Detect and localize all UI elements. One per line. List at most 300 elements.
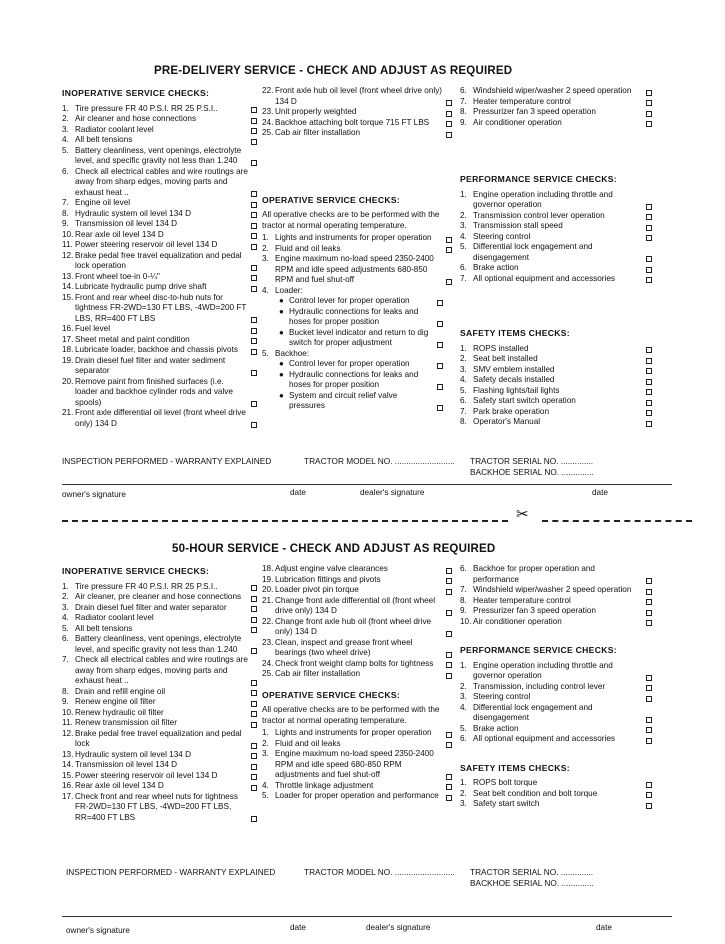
item-number: 4. xyxy=(460,702,467,712)
checkbox[interactable] xyxy=(251,244,257,250)
dashed-line xyxy=(542,520,692,522)
item-text: Drain and refill engine oil xyxy=(75,686,166,696)
item-number: 10. xyxy=(62,707,74,717)
checkbox[interactable] xyxy=(251,118,257,124)
item-number: 9. xyxy=(460,606,467,615)
checkbox[interactable] xyxy=(646,727,652,733)
item-text: Check front and rear wheel nuts for tightness FR-2WD=130 FT LBS, -4WD=200 FT LBS, RR=400 FT LBS xyxy=(75,791,238,822)
item-text: Radiator coolant level xyxy=(75,124,154,134)
list-item xyxy=(460,118,652,129)
item-number: 5. xyxy=(460,242,467,251)
checkbox[interactable] xyxy=(437,384,443,390)
list-item xyxy=(62,624,257,635)
item-number: 13. xyxy=(62,271,74,281)
item-text: Engine operation including throttle and governor operation xyxy=(473,660,613,680)
item-text: Seat belt condition and bolt torque xyxy=(473,788,598,798)
list-item xyxy=(460,661,652,682)
list-item xyxy=(460,703,652,724)
list-item xyxy=(62,345,257,356)
bullet-icon: ● xyxy=(279,369,284,379)
checkbox[interactable] xyxy=(446,578,452,584)
checkbox[interactable] xyxy=(251,711,257,717)
list-item xyxy=(460,407,652,418)
checkbox[interactable] xyxy=(446,279,452,285)
checkbox[interactable] xyxy=(251,401,257,407)
item-text: Check all electrical cables and wire routings are away from sharp edges, moving parts and exhaust heat .. xyxy=(75,166,248,197)
backhoe-sublist xyxy=(279,359,443,412)
checkbox[interactable] xyxy=(251,816,257,822)
checkbox[interactable] xyxy=(251,585,257,591)
item-text: Hydraulic connections for leaks and hoses for proper position xyxy=(289,369,419,389)
item-number: 4. xyxy=(460,231,467,241)
item-text: Rear axle oil level 134 D xyxy=(75,229,164,239)
item-text: Sheet metal and paint condition xyxy=(75,334,190,344)
list-item xyxy=(262,659,452,670)
list-item xyxy=(279,296,443,307)
item-number: 6. xyxy=(460,734,467,743)
item-text: Lights and instruments for proper operation xyxy=(275,728,432,737)
item-text: Transmission stall speed xyxy=(473,221,563,230)
checkbox[interactable] xyxy=(646,803,652,809)
list-item: 2. Fluid and oil leaks xyxy=(262,244,452,255)
bullet-icon: ● xyxy=(279,306,284,316)
item-text: Operator's Manual xyxy=(473,417,541,426)
list-item xyxy=(460,682,652,693)
item-number: 6. xyxy=(62,634,69,643)
list-item xyxy=(460,734,652,745)
list-item xyxy=(460,617,652,628)
owner-signature-label: owner's signature xyxy=(62,490,126,499)
checkbox[interactable] xyxy=(251,202,257,208)
item-number: 6. xyxy=(460,396,467,405)
checkbox[interactable] xyxy=(646,400,652,406)
item-number: 18. xyxy=(262,564,274,573)
checkbox[interactable] xyxy=(646,782,652,788)
list-item xyxy=(262,791,452,802)
checkbox[interactable] xyxy=(437,363,443,369)
checkbox[interactable] xyxy=(251,617,257,623)
predelivery-tractor-serial: TRACTOR SERIAL NO. .............. xyxy=(470,456,594,466)
list-item xyxy=(460,375,652,386)
item-number: 3. xyxy=(460,692,467,701)
checkbox[interactable] xyxy=(251,627,257,633)
item-text: Park brake operation xyxy=(473,406,550,416)
item-number: 2. xyxy=(460,681,467,691)
item-text: Safety decals installed xyxy=(473,375,555,384)
fifty-operative-list xyxy=(262,728,452,802)
item-number: 17. xyxy=(62,791,74,801)
predelivery-safety-list xyxy=(460,344,652,428)
checkbox[interactable] xyxy=(251,349,257,355)
list-item xyxy=(460,97,652,108)
item-text: Loader for proper operation and performance xyxy=(275,791,439,800)
item-number: 2. xyxy=(62,114,69,123)
item-number: 7. xyxy=(460,585,467,594)
item-number: 4. xyxy=(62,135,69,144)
checkbox[interactable] xyxy=(251,743,257,749)
item-text: Renew transmission oil filter xyxy=(75,718,177,727)
item-text: Flashing lights/tail lights xyxy=(473,385,560,395)
fifty-hour-title: 50-HOUR SERVICE - CHECK AND ADJUST AS REQUIRED xyxy=(172,543,496,555)
checkbox[interactable] xyxy=(646,421,652,427)
item-number: 3. xyxy=(460,799,467,808)
checkbox[interactable] xyxy=(646,599,652,605)
list-item xyxy=(262,118,452,129)
checkbox[interactable] xyxy=(646,696,652,702)
item-number: 24. xyxy=(262,117,274,127)
list-item xyxy=(62,655,257,687)
item-text: Air conditioner operation xyxy=(473,616,562,626)
checkbox[interactable] xyxy=(446,132,452,138)
item-text: ROPS installed xyxy=(473,343,529,353)
checkbox[interactable] xyxy=(446,732,452,738)
list-item xyxy=(62,771,257,782)
list-item xyxy=(62,125,257,136)
checkbox[interactable] xyxy=(646,256,652,262)
item-text: Change front axle differential oil (front wheel drive only) 134 D xyxy=(275,595,436,615)
checkbox[interactable] xyxy=(446,111,452,117)
checkbox[interactable] xyxy=(446,774,452,780)
item-number: 1. xyxy=(460,778,467,787)
list-item xyxy=(62,104,257,115)
checkbox[interactable] xyxy=(251,648,257,654)
item-text: Power steering reservoir oil level 134 D xyxy=(75,240,218,249)
checkbox[interactable] xyxy=(646,121,652,127)
checkbox[interactable] xyxy=(446,742,452,748)
fifty-operative-heading: OPERATIVE SERVICE CHECKS: xyxy=(262,689,401,700)
checkbox[interactable] xyxy=(251,160,257,166)
item-text: Hydraulic connections for leaks and hoses for proper position xyxy=(289,306,419,326)
checkbox[interactable] xyxy=(251,265,257,271)
item-text: Transmission, including control lever xyxy=(473,681,606,691)
fifty-safety-heading: SAFETY ITEMS CHECKS: xyxy=(460,762,570,773)
item-text: Differential lock engagement and disengagement xyxy=(473,242,593,262)
list-item xyxy=(62,240,257,251)
predelivery-inoperative-heading: INOPERATIVE SERVICE CHECKS: xyxy=(62,88,210,98)
list-item xyxy=(460,242,652,263)
checkbox[interactable] xyxy=(446,631,452,637)
checkbox[interactable] xyxy=(646,368,652,374)
list-item: 3. Engine maximum no-load speed 2350-2400 RPM and idle speed adjustments 680-850 RPM and fuel shut-off xyxy=(262,254,452,286)
checkbox[interactable] xyxy=(646,90,652,96)
checkbox[interactable] xyxy=(446,795,452,801)
item-number: 9. xyxy=(62,697,69,706)
list-item xyxy=(460,365,652,376)
checkbox[interactable] xyxy=(446,121,452,127)
predelivery-performance-heading: PERFORMANCE SERVICE CHECKS: xyxy=(460,174,617,184)
checkbox[interactable] xyxy=(251,223,257,229)
checkbox[interactable] xyxy=(646,738,652,744)
list-item xyxy=(279,359,443,370)
item-number: 4. xyxy=(262,780,269,790)
item-number: 20. xyxy=(62,376,74,386)
item-text: Air conditioner operation xyxy=(473,117,562,127)
checkbox[interactable] xyxy=(646,267,652,273)
item-number: 16. xyxy=(62,781,74,790)
checkbox[interactable] xyxy=(646,675,652,681)
list-item xyxy=(62,750,257,761)
fifty-inspection: INSPECTION PERFORMED - WARRANTY EXPLAINED xyxy=(66,867,276,877)
item-number: 2. xyxy=(460,210,467,220)
list-item xyxy=(460,344,652,355)
checkbox[interactable] xyxy=(446,100,452,106)
list-item xyxy=(262,575,452,586)
fifty-operative-intro: All operative checks are to be performed with the tractor at normal operating temperature. xyxy=(262,705,440,725)
checkbox[interactable] xyxy=(446,662,452,668)
item-text: Change front axle hub oil (front wheel drive only) 134 D xyxy=(275,616,432,636)
item-text: All optional equipment and accessories xyxy=(473,273,616,283)
dealer-signature-label: dealer's signature xyxy=(360,488,425,497)
item-text: Brake action xyxy=(473,723,519,733)
list-item xyxy=(262,107,452,118)
checkbox[interactable] xyxy=(251,422,257,428)
loader-sublist xyxy=(279,296,443,349)
item-number: 6. xyxy=(460,564,467,573)
item-number: 4. xyxy=(460,375,467,384)
list-item xyxy=(262,781,452,792)
checkbox[interactable] xyxy=(437,342,443,348)
checkbox[interactable] xyxy=(646,620,652,626)
checkbox[interactable] xyxy=(646,389,652,395)
checkbox[interactable] xyxy=(437,300,443,306)
list-item xyxy=(62,592,257,603)
list-item xyxy=(62,718,257,729)
item-number: 8. xyxy=(460,107,467,116)
checkbox[interactable] xyxy=(251,764,257,770)
item-text: Check all electrical cables and wire routings are away from sharp edges, moving parts and exhaust heat .. xyxy=(75,655,248,685)
item-number: 14. xyxy=(62,282,74,291)
item-text: Hydraulic system oil level 134 D xyxy=(75,749,192,759)
list-item xyxy=(262,739,452,750)
checkbox[interactable] xyxy=(646,204,652,210)
item-text: Hydraulic system oil level 134 D xyxy=(75,208,192,218)
list-item xyxy=(62,251,257,272)
checkbox[interactable] xyxy=(646,578,652,584)
list-item xyxy=(62,230,257,241)
item-number: 7. xyxy=(460,406,467,416)
list-item xyxy=(62,582,257,593)
checkbox[interactable] xyxy=(251,606,257,612)
checkbox[interactable] xyxy=(646,358,652,364)
checkbox[interactable] xyxy=(251,680,257,686)
item-number: 5. xyxy=(460,723,467,733)
item-text: Radiator coolant level xyxy=(75,613,154,622)
item-number: 6. xyxy=(460,86,467,95)
checkbox[interactable] xyxy=(251,128,257,134)
item-number: 1. xyxy=(460,343,467,353)
list-item xyxy=(62,377,257,409)
list-item xyxy=(460,396,652,407)
item-text: Air cleaner, pre cleaner and hose connections xyxy=(75,592,242,601)
item-text: All belt tensions xyxy=(75,623,133,633)
item-text: Renew hydraulic oil filter xyxy=(75,707,164,717)
predelivery-col2 xyxy=(262,86,452,412)
item-text: Renew engine oil filter xyxy=(75,697,156,706)
checkbox[interactable] xyxy=(251,286,257,292)
list-item xyxy=(460,386,652,397)
item-text: Clean, inspect and grease front wheel bearings (two wheel drive) xyxy=(275,637,413,657)
list-item xyxy=(262,669,452,680)
checkbox[interactable] xyxy=(251,370,257,376)
checkbox[interactable] xyxy=(251,191,257,197)
checkbox[interactable] xyxy=(251,701,257,707)
list-item xyxy=(279,391,443,412)
checkbox[interactable] xyxy=(251,785,257,791)
list-item xyxy=(62,146,257,167)
checkbox[interactable] xyxy=(646,235,652,241)
item-number: 3. xyxy=(262,749,269,758)
fifty-inoperative-cont-list xyxy=(262,564,452,680)
fifty-tractor-model: TRACTOR MODEL NO. .......................... xyxy=(304,867,455,877)
item-number: 14. xyxy=(62,760,74,769)
predelivery-inspection: INSPECTION PERFORMED - WARRANTY EXPLAINED xyxy=(62,456,272,466)
checkbox[interactable] xyxy=(251,690,257,696)
list-item xyxy=(460,799,652,810)
checkbox[interactable] xyxy=(646,225,652,231)
item-text: Loader pivot pin torque xyxy=(275,585,359,594)
item-number: 18. xyxy=(62,345,74,354)
checkbox[interactable] xyxy=(251,328,257,334)
list-item xyxy=(460,107,652,118)
item-number: 11. xyxy=(62,240,73,249)
predelivery-operative-list xyxy=(262,233,452,412)
item-text: Control lever for proper operation xyxy=(289,359,410,368)
checkbox[interactable] xyxy=(646,100,652,106)
checkbox[interactable] xyxy=(251,275,257,281)
signature-line xyxy=(62,484,672,485)
list-item xyxy=(460,724,652,735)
bullet-icon: ● xyxy=(279,327,284,337)
checkbox[interactable] xyxy=(646,589,652,595)
fifty-col2 xyxy=(262,564,452,802)
list-item xyxy=(460,86,652,97)
item-text: Battery cleanliness, vent openings, electrolyte level, and specific gravity not less than 1.240 xyxy=(75,634,242,654)
item-text: Adjust engine valve clearances xyxy=(275,564,388,573)
item-number: 12. xyxy=(62,728,74,738)
item-number: 21. xyxy=(62,408,74,417)
fifty-col1 xyxy=(62,564,257,823)
item-text: Pressurizer fan 3 speed operation xyxy=(473,107,596,116)
item-number: 5. xyxy=(460,385,467,395)
checkbox[interactable] xyxy=(646,792,652,798)
checkbox[interactable] xyxy=(646,214,652,220)
checkbox[interactable] xyxy=(446,673,452,679)
item-number: 9. xyxy=(62,219,69,228)
item-text: Battery cleanliness, vent openings, electrolyte level, and specific gravity not less than 1.240 xyxy=(75,145,242,165)
checkbox[interactable] xyxy=(251,753,257,759)
list-item xyxy=(262,86,452,107)
checkbox[interactable] xyxy=(446,237,452,243)
list-item xyxy=(262,617,452,638)
cut-line xyxy=(62,506,692,527)
checkbox[interactable] xyxy=(251,107,257,113)
list-item xyxy=(460,564,652,585)
checkbox[interactable] xyxy=(251,722,257,728)
list-item xyxy=(62,781,257,792)
list-item xyxy=(460,789,652,800)
checkbox[interactable] xyxy=(446,589,452,595)
item-number: 25. xyxy=(262,669,274,678)
item-number: 19. xyxy=(262,574,274,584)
list-item xyxy=(460,274,652,285)
item-number: 7. xyxy=(62,198,69,207)
item-text: Check front weight clamp bolts for tightness xyxy=(275,658,434,668)
list-item xyxy=(460,692,652,703)
item-number: 25. xyxy=(262,128,274,137)
checkbox[interactable] xyxy=(251,139,257,145)
checkbox[interactable] xyxy=(646,410,652,416)
bullet-icon: ● xyxy=(279,390,284,400)
item-text: Lubrication fittings and pivots xyxy=(275,574,381,584)
list-item xyxy=(460,778,652,789)
list-item xyxy=(262,638,452,659)
checkbox[interactable] xyxy=(646,277,652,283)
item-text: Control lever for proper operation xyxy=(289,296,410,305)
item-text: Steering control xyxy=(473,692,531,701)
checkbox[interactable] xyxy=(446,652,452,658)
checkbox[interactable] xyxy=(646,379,652,385)
list-item xyxy=(62,634,257,655)
list-item xyxy=(62,209,257,220)
predelivery-backhoe-serial: BACKHOE SERIAL NO. .............. xyxy=(470,467,594,477)
item-text: Cab air filter installation xyxy=(275,669,361,678)
checkbox[interactable] xyxy=(437,405,443,411)
predelivery-operative-intro: All operative checks are to be performed with the tractor at normal operating temperature. xyxy=(262,210,440,230)
checkbox[interactable] xyxy=(646,610,652,616)
checkbox[interactable] xyxy=(446,568,452,574)
checkbox[interactable] xyxy=(251,233,257,239)
list-item xyxy=(62,613,257,624)
signature-line xyxy=(62,916,672,917)
list-item: 1. Lights and instruments for proper operation xyxy=(262,233,452,244)
item-text: Seat belt installed xyxy=(473,354,538,363)
checkbox[interactable] xyxy=(646,717,652,723)
item-text: Safety start switch operation xyxy=(473,396,576,405)
checkbox[interactable] xyxy=(446,247,452,253)
checkbox[interactable] xyxy=(251,317,257,323)
item-number: 10. xyxy=(62,229,74,239)
list-item: 5. Backhoe: ● Control lever for proper operation ● Hydraulic connections for leaks and hoses for proper position ● System and circuit relief valve pressures xyxy=(262,349,452,412)
date-label: date xyxy=(290,923,306,932)
item-number: 8. xyxy=(62,208,69,218)
item-number: 2. xyxy=(460,354,467,363)
predelivery-performance-list xyxy=(460,190,652,285)
checkbox[interactable] xyxy=(251,774,257,780)
list-item xyxy=(262,596,452,617)
predelivery-col3 xyxy=(460,86,652,428)
item-text: Transmission oil level 134 D xyxy=(75,219,178,228)
checkbox[interactable] xyxy=(446,784,452,790)
item-text: ROPS bolt torque xyxy=(473,778,538,787)
checkbox[interactable] xyxy=(646,685,652,691)
item-text: Steering control xyxy=(473,231,531,241)
list-item xyxy=(62,687,257,698)
item-number: 1. xyxy=(62,103,69,113)
item-number: 3. xyxy=(460,364,467,374)
checkbox[interactable] xyxy=(646,347,652,353)
item-number: 2. xyxy=(460,788,467,798)
item-text: Front and rear wheel disc-to-hub nuts for tightness FR-2WD=130 FT LBS, -4WD=200 FT LBS, RR=400 FT LBS xyxy=(75,292,247,323)
item-text: Unit properly weighted xyxy=(275,107,357,116)
checkbox[interactable] xyxy=(437,321,443,327)
checkbox[interactable] xyxy=(251,338,257,344)
checkbox[interactable] xyxy=(251,212,257,218)
checkbox[interactable] xyxy=(446,610,452,616)
checkbox[interactable] xyxy=(646,111,652,117)
checkbox[interactable] xyxy=(251,596,257,602)
item-number: 1. xyxy=(460,660,467,670)
item-number: 8. xyxy=(62,686,69,696)
